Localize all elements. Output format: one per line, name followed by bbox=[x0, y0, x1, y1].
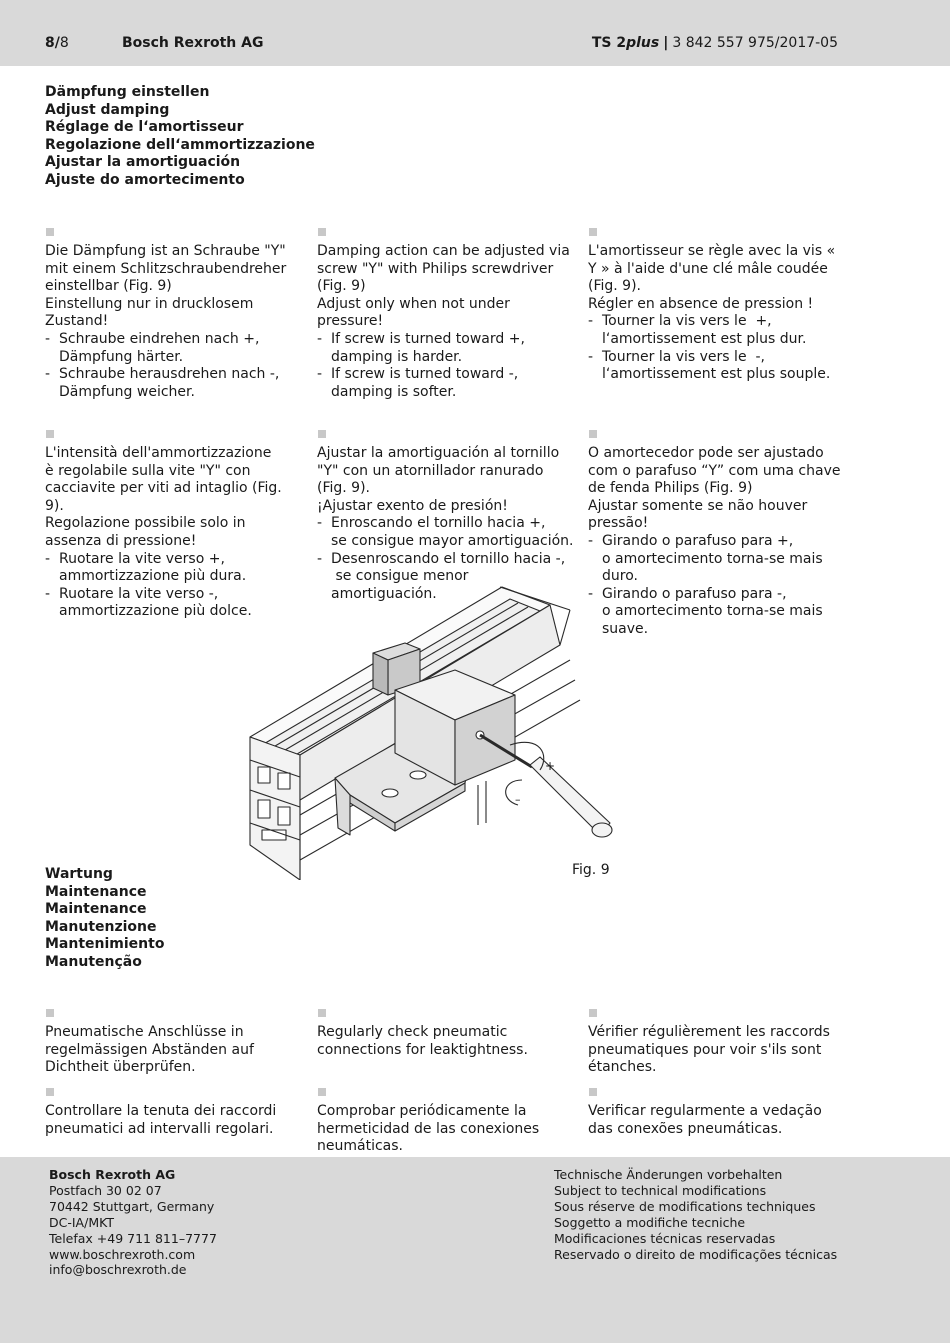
bullet-square bbox=[318, 430, 326, 438]
notice-en: Subject to technical modifications bbox=[554, 1182, 767, 1198]
text-line: ammortizzazione più dolce. bbox=[59, 603, 252, 620]
text-line: assenza di pressione! bbox=[45, 532, 197, 549]
product-suffix: plus bbox=[626, 35, 660, 51]
text-line: pressão! bbox=[588, 515, 649, 532]
text-line: cacciavite per viti ad intaglio (Fig. bbox=[45, 480, 282, 497]
text-line: Schraube herausdrehen nach -, bbox=[59, 366, 280, 383]
title-it: Regolazione dell‘ammortizzazione bbox=[45, 136, 315, 153]
damping-fr bbox=[588, 228, 853, 384]
text-line: Dämpfung härter. bbox=[59, 348, 184, 365]
text-line: com o parafuso “Y” com uma chave bbox=[588, 462, 841, 479]
list-item-text bbox=[331, 366, 582, 401]
dash-marker: - bbox=[317, 515, 323, 532]
list-item-text bbox=[331, 331, 582, 366]
text-line: duro. bbox=[602, 568, 638, 585]
text-line: Desenroscando el tornillo hacia -, bbox=[331, 550, 566, 567]
text-line: If screw is turned toward -, bbox=[331, 366, 519, 383]
bullet-square bbox=[589, 1009, 597, 1017]
title-de: Dämpfung einstellen bbox=[45, 84, 210, 100]
page-total: 8 bbox=[59, 35, 69, 51]
website-link[interactable]: www.boschrexroth.com bbox=[49, 1246, 196, 1262]
header-company: Bosch Rexroth AG bbox=[122, 35, 264, 51]
text-line: Pneumatische Anschlüsse in bbox=[45, 1024, 244, 1040]
footer-notices bbox=[554, 1167, 837, 1262]
text-line: neumáticas. bbox=[317, 1138, 403, 1155]
text-line: Dämpfung weicher. bbox=[59, 383, 195, 400]
text-line: Regularly check pneumatic bbox=[317, 1024, 508, 1040]
text-line: Tourner la vis vers le -, bbox=[602, 348, 765, 365]
text-line: Zustand! bbox=[45, 313, 109, 330]
text-line: amortiguación. bbox=[331, 585, 437, 602]
title-fr: Réglage de l‘amortisseur bbox=[45, 119, 244, 136]
address-line: Postfach 30 02 07 bbox=[49, 1182, 162, 1198]
list-item bbox=[317, 331, 582, 366]
text-line: Enroscando el tornillo hacia +, bbox=[331, 515, 546, 532]
text-line: Regolazione possibile solo in bbox=[45, 515, 246, 532]
list-item bbox=[588, 586, 853, 639]
text-line: Régler en absence de pression ! bbox=[588, 295, 814, 312]
header-document-id bbox=[592, 35, 838, 51]
list-item bbox=[588, 533, 853, 586]
list-item-text bbox=[331, 515, 582, 550]
email-link[interactable]: info@boschrexroth.de bbox=[49, 1262, 187, 1278]
text-line: o amortecimento torna-se mais bbox=[602, 603, 823, 620]
text-line: è regolabile sulla vite "Y" con bbox=[45, 462, 251, 479]
title-pt: Manutenção bbox=[45, 953, 142, 970]
text-line: Girando o parafuso para -, bbox=[602, 585, 787, 602]
title-es: Ajustar la amortiguación bbox=[45, 154, 241, 171]
list-item bbox=[588, 313, 853, 348]
text-line: regelmässigen Abständen auf bbox=[45, 1041, 254, 1058]
list-item-text bbox=[59, 366, 310, 401]
text-line: o amortecimento torna-se mais bbox=[602, 550, 823, 567]
screwdriver bbox=[506, 742, 612, 837]
text-line: Verificar regularmente a vedação bbox=[588, 1103, 822, 1119]
dash-marker: - bbox=[588, 348, 594, 365]
text-line: L'intensità dell'ammortizzazione bbox=[45, 445, 272, 461]
document-number: 3 842 557 975/2017-05 bbox=[672, 35, 838, 51]
text-line: If screw is turned toward +, bbox=[331, 330, 525, 347]
list-item bbox=[45, 551, 310, 586]
title-en: Adjust damping bbox=[45, 101, 170, 118]
dash-marker: - bbox=[317, 550, 323, 567]
text-line: L'amortisseur se règle avec la vis « bbox=[588, 243, 836, 259]
damper-adjustment-figure bbox=[240, 585, 620, 880]
text-line: Dichtheit überprüfen. bbox=[45, 1059, 196, 1076]
bullet-square bbox=[46, 1088, 54, 1096]
page-footer bbox=[0, 1157, 950, 1343]
footer-company: Bosch Rexroth AG bbox=[49, 1167, 176, 1182]
text-line: einstellbar (Fig. 9) bbox=[45, 278, 172, 295]
text-line: connections for leaktightness. bbox=[317, 1041, 528, 1058]
text-line: screw "Y" with Philips screwdriver bbox=[317, 260, 554, 277]
text-line: damping is harder. bbox=[331, 348, 463, 365]
title-pt: Ajuste do amortecimento bbox=[45, 171, 245, 188]
title-de: Wartung bbox=[45, 866, 113, 882]
text-line: das conexões pneumáticas. bbox=[588, 1120, 783, 1137]
bullet-square bbox=[46, 430, 54, 438]
list-item bbox=[45, 366, 310, 401]
plus-label: + bbox=[545, 759, 556, 773]
maintenance-es bbox=[317, 1088, 582, 1156]
text-line: Girando o parafuso para +, bbox=[602, 532, 794, 549]
text-line: Tourner la vis vers le +, bbox=[602, 313, 772, 330]
text-line: Einstellung nur in drucklosem bbox=[45, 295, 254, 312]
text-line: Damping action can be adjusted via bbox=[317, 243, 570, 259]
text-line: O amortecedor pode ser ajustado bbox=[588, 445, 824, 461]
notice-pt: Reservado o direito de modificações técnicas bbox=[554, 1246, 838, 1262]
text-line: "Y" con un atornillador ranurado bbox=[317, 462, 544, 479]
text-line: hermeticidad de las conexiones bbox=[317, 1120, 540, 1137]
dash-marker: - bbox=[45, 585, 51, 602]
text-line: Y » à l'aide d'une clé mâle coudée bbox=[588, 260, 828, 277]
maintenance-titles bbox=[45, 866, 164, 972]
text-line: Schraube eindrehen nach +, bbox=[59, 330, 260, 347]
text-line: pressure! bbox=[317, 313, 384, 330]
minus-label: – bbox=[515, 793, 521, 806]
text-line: pneumatici ad intervalli regolari. bbox=[45, 1120, 274, 1137]
dash-marker: - bbox=[317, 366, 323, 383]
text-line: se consigue menor bbox=[331, 568, 469, 585]
list-item-text bbox=[602, 586, 853, 639]
list-item-text bbox=[602, 349, 853, 384]
notice-fr: Sous réserve de modifications techniques bbox=[554, 1198, 816, 1214]
title-en: Maintenance bbox=[45, 883, 147, 900]
dash-marker: - bbox=[588, 532, 594, 549]
bullet-square bbox=[318, 1009, 326, 1017]
title-it: Manutenzione bbox=[45, 918, 157, 935]
footer-address bbox=[49, 1167, 217, 1278]
fax-line: Telefax +49 711 811–7777 bbox=[49, 1230, 217, 1246]
address-line: DC-IA/MKT bbox=[49, 1214, 114, 1230]
title-es: Mantenimiento bbox=[45, 936, 165, 953]
damping-titles bbox=[45, 84, 315, 190]
text-line: (Fig. 9) bbox=[317, 278, 366, 295]
notice-es: Modificaciones técnicas reservadas bbox=[554, 1230, 776, 1246]
text-line: damping is softer. bbox=[331, 383, 457, 400]
text-line: Ajustar somente se não houver bbox=[588, 497, 808, 514]
list-item-text bbox=[602, 313, 853, 348]
dash-marker: - bbox=[588, 313, 594, 330]
maintenance-pt bbox=[588, 1088, 853, 1138]
damping-pt bbox=[588, 430, 853, 639]
maintenance-fr bbox=[588, 1009, 853, 1077]
maintenance-it bbox=[45, 1088, 310, 1138]
text-line: (Fig. 9). bbox=[588, 278, 641, 295]
text-line: Ruotare la vite verso -, bbox=[59, 585, 219, 602]
bullet-square bbox=[589, 1088, 597, 1096]
list-item bbox=[317, 366, 582, 401]
text-line: Comprobar periódicamente la bbox=[317, 1103, 527, 1119]
header-separator: | bbox=[663, 35, 669, 51]
page-current: 8/ bbox=[45, 35, 60, 51]
bullet-square bbox=[589, 430, 597, 438]
maintenance-en bbox=[317, 1009, 582, 1059]
text-line: Controllare la tenuta dei raccordi bbox=[45, 1103, 277, 1119]
text-line: l‘amortissement est plus dur. bbox=[602, 330, 807, 347]
text-line: étanches. bbox=[588, 1059, 657, 1076]
text-line: (Fig. 9). bbox=[317, 480, 370, 497]
damping-es bbox=[317, 430, 582, 603]
address-line: 70442 Stuttgart, Germany bbox=[49, 1198, 215, 1214]
list-item-text bbox=[59, 331, 310, 366]
text-line: ammortizzazione più dura. bbox=[59, 568, 247, 585]
dash-marker: - bbox=[317, 330, 323, 347]
list-item bbox=[588, 349, 853, 384]
text-line: Ruotare la vite verso +, bbox=[59, 550, 225, 567]
bullet-square bbox=[46, 228, 54, 236]
title-fr: Maintenance bbox=[45, 901, 147, 918]
list-item bbox=[45, 331, 310, 366]
figure-caption: Fig. 9 bbox=[572, 862, 610, 878]
list-item bbox=[317, 515, 582, 550]
bullet-square bbox=[46, 1009, 54, 1017]
text-line: Ajustar la amortiguación al tornillo bbox=[317, 445, 560, 461]
maintenance-de bbox=[45, 1009, 310, 1077]
text-line: de fenda Philips (Fig. 9) bbox=[588, 480, 753, 497]
text-line: suave. bbox=[602, 620, 649, 637]
damping-en bbox=[317, 228, 582, 401]
text-line: se consigue mayor amortiguación. bbox=[331, 532, 574, 549]
text-line: mit einem Schlitzschraubendreher bbox=[45, 260, 287, 277]
dash-marker: - bbox=[45, 366, 51, 383]
text-line: Die Dämpfung ist an Schraube "Y" bbox=[45, 243, 286, 259]
text-line: l‘amortissement est plus souple. bbox=[602, 366, 831, 383]
page-number bbox=[45, 35, 69, 51]
dash-marker: - bbox=[45, 550, 51, 567]
dash-marker: - bbox=[588, 585, 594, 602]
text-line: 9). bbox=[45, 497, 64, 514]
bullet-square bbox=[318, 228, 326, 236]
bullet-square bbox=[589, 228, 597, 236]
text-line: Vérifier régulièrement les raccords bbox=[588, 1024, 830, 1040]
text-line: ¡Ajustar exento de presión! bbox=[317, 497, 508, 514]
damping-de bbox=[45, 228, 310, 401]
notice-de: Technische Änderungen vorbehalten bbox=[554, 1167, 783, 1182]
product-name: TS 2 bbox=[591, 35, 627, 51]
text-line: Adjust only when not under bbox=[317, 295, 510, 312]
list-item-text bbox=[59, 551, 310, 586]
list-item-text bbox=[602, 533, 853, 586]
bullet-square bbox=[318, 1088, 326, 1096]
notice-it: Soggetto a modifiche tecniche bbox=[554, 1214, 746, 1230]
text-line: pneumatiques pour voir s'ils sont bbox=[588, 1041, 822, 1058]
page-header bbox=[0, 0, 950, 66]
dash-marker: - bbox=[45, 330, 51, 347]
